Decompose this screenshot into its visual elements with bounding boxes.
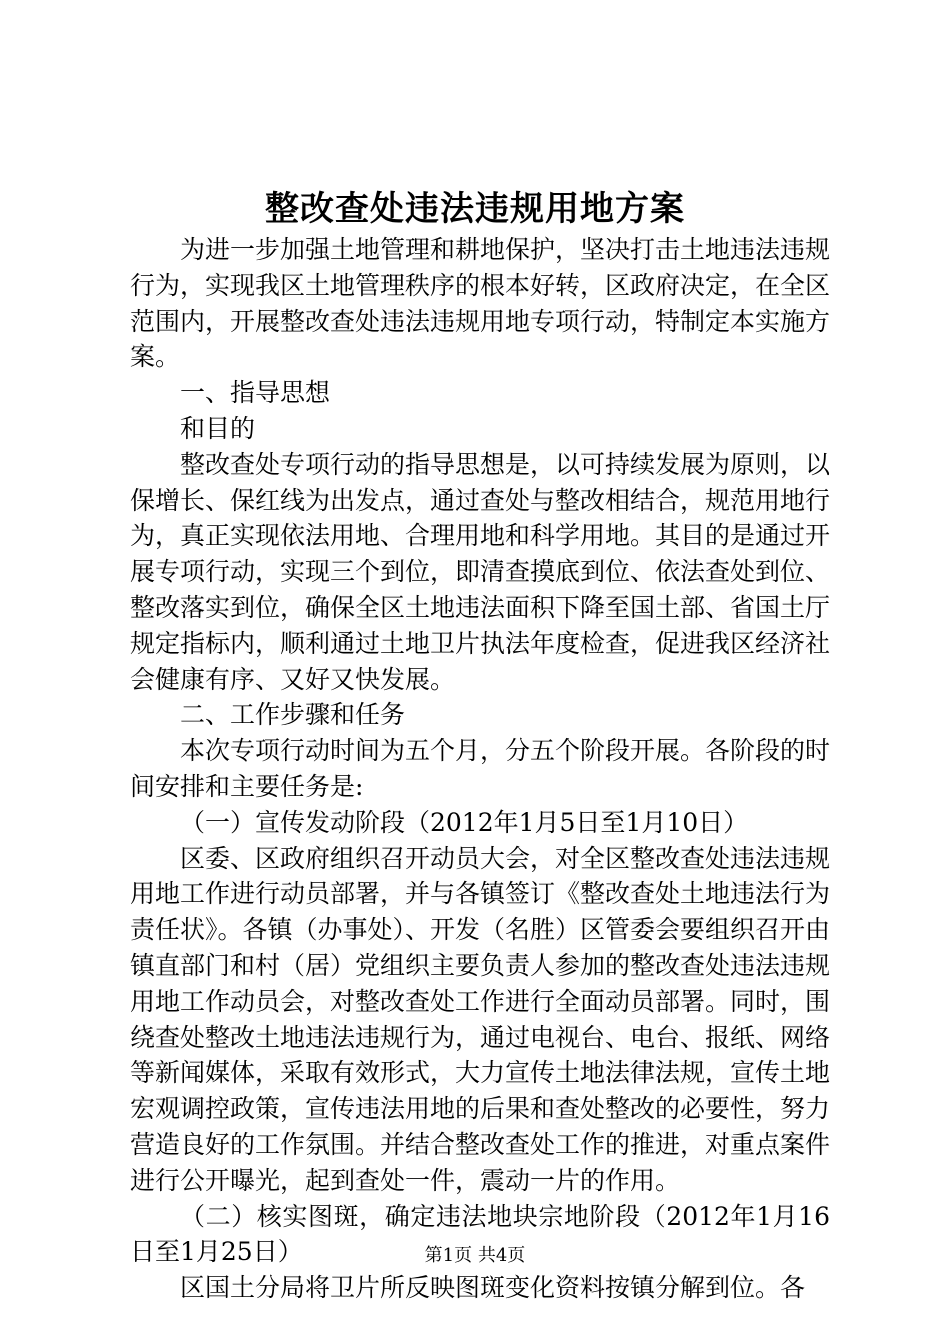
document-title: 整改查处违法违规用地方案 — [265, 189, 685, 229]
paragraph-guiding: 整改查处专项行动的指导思想是，以可持续发展为原则，以保增长、保红线为出发点，通过查处与整改相结合，规范用地行为，真正实现依法用地、合理用地和科学用地。其目的是通过开展专项行动，实现三个到位，即清查摸底到位、依法查处到位、整改落实到位，确保全区土地违法面积下降至国土部、省国土厅规定指标内，顺利通过土地卫片执法年度检查，促进我区经济社会健康有序、又好又快发展。 — [130, 449, 831, 694]
subsection-heading-2: （二）核实图斑，确定违法地块宗地阶段（2012年1月16日至1月25日） — [130, 1201, 830, 1267]
subsection-heading-1: （一）宣传发动阶段（2012年1月5日至1月10日） — [180, 807, 749, 837]
paragraph-schedule: 本次专项行动时间为五个月，分五个阶段开展。各阶段的时间安排和主要任务是: — [130, 736, 831, 801]
section-heading-1: 一、指导思想 — [180, 378, 331, 408]
paragraph-verification: 区国土分局将卫片所反映图斑变化资料按镇分解到位。各 — [180, 1273, 806, 1303]
page-footer: 第1页 共4页 — [424, 1245, 526, 1266]
section-heading-2: 二、工作步骤和任务 — [180, 700, 406, 730]
document-body — [130, 232, 830, 1306]
paragraph-intro: 为进一步加强土地管理和耕地保护，坚决打击土地违法违规行为，实现我区土地管理秩序的根本好转，区政府决定，在全区范围内，开展整改查处违法违规用地专项行动，特制定本实施方案。 — [130, 235, 831, 372]
section-heading-1-cont: 和目的 — [180, 413, 256, 443]
paragraph-mobilization: 区委、区政府组织召开动员大会，对全区整改查处违法违规用地工作进行动员部署，并与各镇签订《整改查处土地违法行为责任状》。各镇（办事处）、开发（名胜）区管委会要组织召开由镇直部门和村（居）党组织主要负责人参加的整改查处违法违规用地工作动员会，对整改查处工作进行全面动员部署。同时，围绕查处整改土地违法违规行为，通过电视台、电台、报纸、网络等新闻媒体，采取有效形式，大力宣传土地法律法规，宣传土地宏观调控政策，宣传违法用地的后果和查处整改的必要性，努力营造良好的工作氛围。并结合整改查处工作的推进，对重点案件进行公开曝光，起到查处一件，震动一片的作用。 — [130, 843, 831, 1195]
